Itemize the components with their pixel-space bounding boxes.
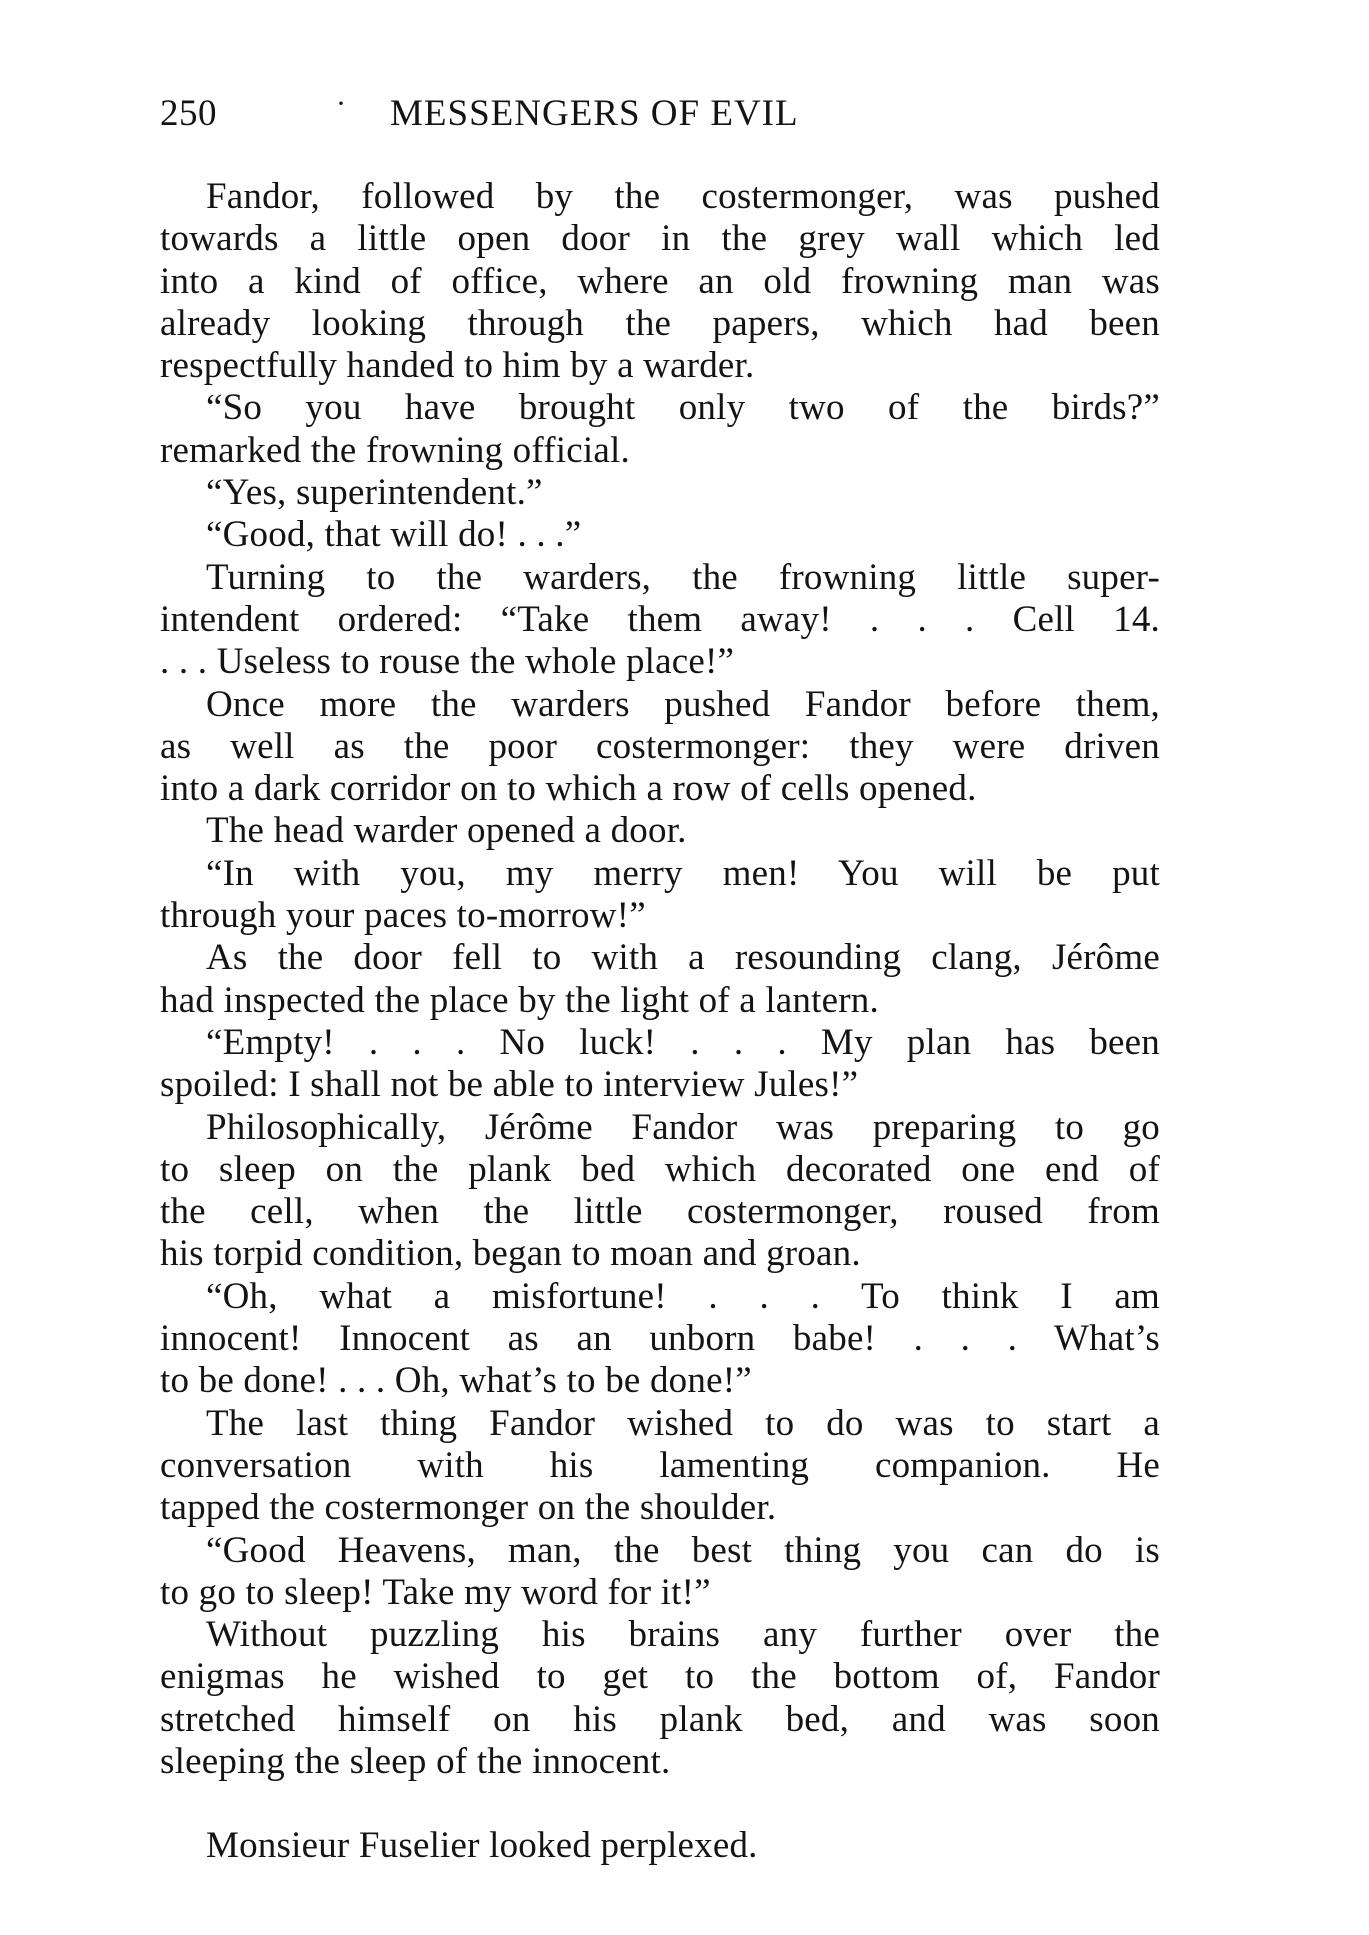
text-line: innocent! Innocent as an unborn babe! . . . What’s [160, 1318, 1160, 1360]
text-line: “So you have brought only two of the birds?” [206, 387, 1160, 429]
text-line: into a kind of office, where an old frowning man was [160, 260, 1160, 302]
text-line: Without puzzling his brains any further over the [206, 1614, 1160, 1656]
text-line: to go to sleep! Take my word for it!” [160, 1571, 711, 1613]
text-line: the cell, when the little costermonger, roused from [160, 1191, 1160, 1233]
text-line: Turning to the warders, the frowning little super- [206, 556, 1160, 598]
text-line: “Oh, what a misfortune! . . . To think I am [206, 1275, 1160, 1317]
running-head [160, 84, 1170, 144]
text-line: to sleep on the plank bed which decorated one end of [160, 1148, 1160, 1190]
text-line: conversation with his lamenting companion. He [160, 1444, 1160, 1486]
text-line: As the door fell to with a resounding clang, Jérôme [206, 937, 1160, 979]
text-line: “In with you, my merry men! You will be put [206, 852, 1160, 894]
text-line: remarked the frowning official. [160, 429, 630, 471]
text-line: The last thing Fandor wished to do was to start a [206, 1402, 1160, 1444]
text-line: enigmas he wished to get to the bottom of, Fandor [160, 1656, 1160, 1698]
text-line: his torpid condition, began to moan and groan. [160, 1233, 861, 1275]
text-line: Fandor, followed by the costermonger, was pushed [206, 176, 1160, 217]
text-line: as well as the poor costermonger: they were driven [160, 725, 1160, 767]
text-line: spoiled: I shall not be able to interview Jules!” [160, 1064, 859, 1106]
text-line: “Good, that will do! . . .” [206, 514, 582, 556]
page-number: 250 [160, 93, 217, 134]
text-line: Monsieur Fuselier looked perplexed. [206, 1825, 758, 1867]
text-line: The head warder opened a door. [206, 810, 687, 852]
text-line: to be done! . . . Oh, what’s to be done!” [160, 1360, 752, 1402]
section-break [160, 1783, 1160, 1825]
text-line: . . . Useless to rouse the whole place!” [160, 641, 735, 683]
text-line: towards a little open door in the grey wall which led [160, 218, 1160, 260]
text-line: into a dark corridor on to which a row of cells opened. [160, 768, 977, 810]
header-dot: · [336, 87, 347, 120]
text-line: respectfully handed to him by a warder. [160, 345, 755, 387]
text-line: stretched himself on his plank bed, and was soon [160, 1698, 1160, 1740]
text-line: “Empty! . . . No luck! . . . My plan has been [206, 1021, 1160, 1063]
text-line: intendent ordered: “Take them away! . . . Cell 14. [160, 598, 1160, 640]
text-line: tapped the costermonger on the shoulder. [160, 1487, 777, 1529]
text-line: Philosophically, Jérôme Fandor was preparing to go [206, 1106, 1160, 1148]
text-line: Once more the warders pushed Fandor before them, [206, 683, 1160, 725]
text-line: sleeping the sleep of the innocent. [160, 1740, 671, 1782]
text-line: had inspected the place by the light of a lantern. [160, 979, 879, 1021]
text-line: “Good Heavens, man, the best thing you can do is [206, 1529, 1160, 1571]
text-line: through your paces to-morrow!” [160, 895, 646, 937]
running-title: MESSENGERS OF EVIL [390, 93, 799, 134]
text-line: “Yes, superintendent.” [206, 472, 543, 514]
text-line: already looking through the papers, which had been [160, 302, 1160, 344]
body-text [160, 176, 1160, 1868]
